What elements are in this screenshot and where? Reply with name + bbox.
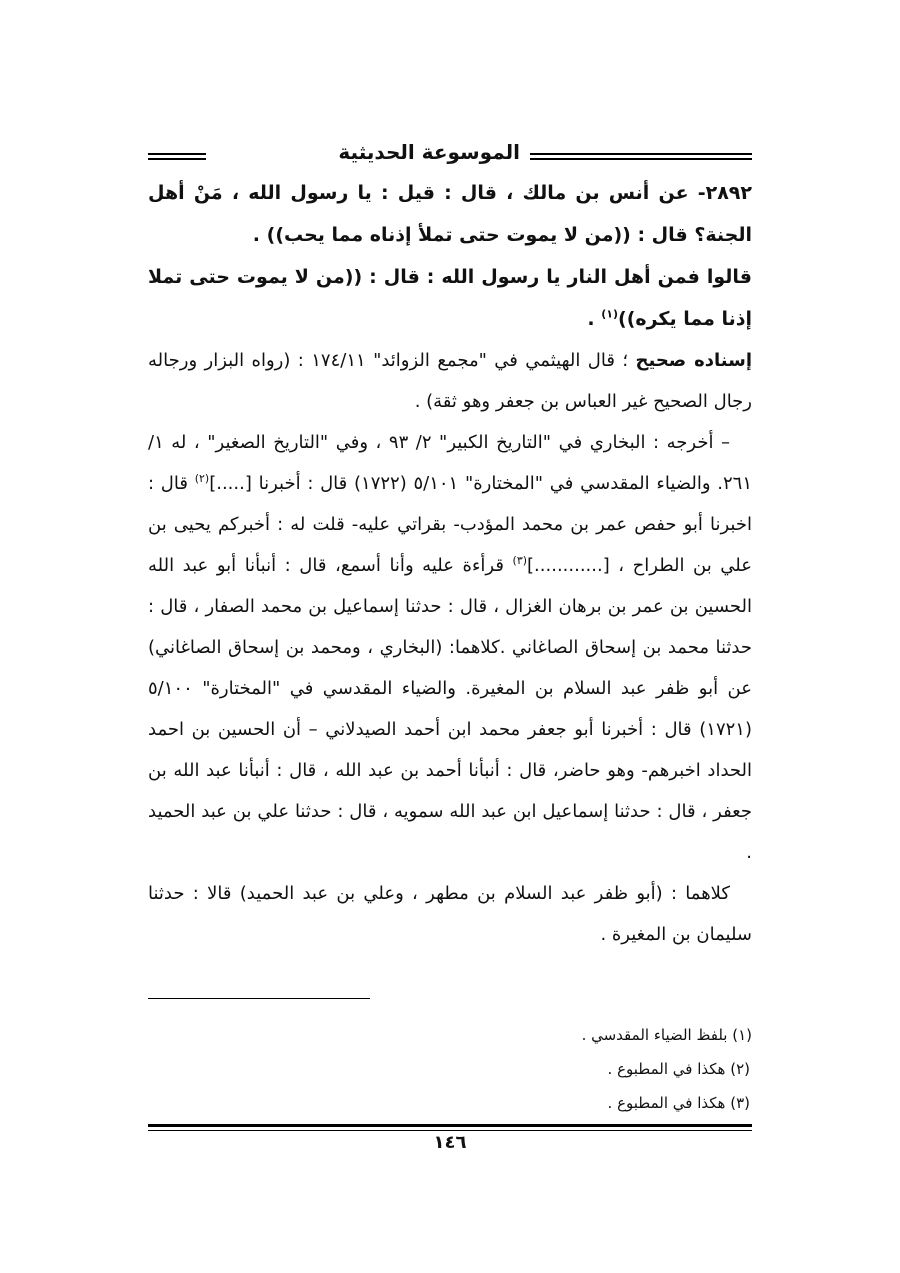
header-rule-left (148, 153, 206, 155)
footnote-2: (٢) هكذا في المطبوع . (607, 1060, 750, 1078)
footnote-ref-2: (٢) (194, 472, 210, 485)
conclusion-paragraph: كلاهما : (أبو ظفر عبد السلام بن مطهر ، وعلي بن عبد الحميد) قالا : حدثنا سليمان بن المغيرة . (148, 883, 752, 945)
footnote-1: (١) بلفظ الضياء المقدسي . (581, 1026, 752, 1044)
commentary (148, 340, 752, 955)
grading-text: ؛ قال الهيثمي في "مجمع الزوائد" ١٧٤/١١ : (رواه البزار ورجاله رجال الصحيح غير العباس بن جعفر وهو ثقة) . (148, 350, 752, 412)
footnote-3: (٣) هكذا في المطبوع . (607, 1094, 750, 1112)
grading-lead: إسناده صحيح (635, 350, 752, 371)
footer-rule-thick (148, 1124, 752, 1127)
grading-paragraph (148, 340, 752, 422)
takhrij-part-b: قال : اخبرنا أبو حفص عمر بن محمد المؤدب- بقراتي عليه- قلت له : أخبركم يحيى بن علي بن الطراح ، [............] (148, 473, 752, 576)
footnote-ref-3: (٣) (512, 554, 528, 567)
header-title: الموسوعة الحديثية (338, 140, 520, 164)
footer-rule-thin (148, 1130, 752, 1131)
hadith-text (148, 172, 752, 340)
footnote-separator (148, 998, 370, 999)
takhrij-part-a: – أخرجه : البخاري في "التاريخ الكبير" ٢/ ٩٣ ، وفي "التاريخ الصغير" ، له ١/ ٢٦١. والضياء المقدسي في "المختارة" ٥/١٠١ (١٧٢٢) قال : أخبرنا [.....] (148, 432, 753, 494)
takhrij-paragraph (148, 422, 752, 873)
header-rule-right (530, 153, 752, 155)
takhrij-part-c: قرأءة عليه وأنا أسمع، قال : أنبأنا أبو عبد الله الحسين بن عمر بن برهان الغزال ، قال : حدثنا إسماعيل بن محمد الصفار ، قال : حدثنا محمد بن إسحاق الصاغاني .كلاهما: (البخاري ، ومحمد بن إسحاق الصاغاني) عن أبو ظفر عبد السلام بن المغيرة. والضياء المقدسي في "المختارة" ٥/١٠٠ (١٧٢١) قال : أخبرنا أبو جعفر محمد ابن أحمد الصيدلاني – أن الحسين بن احمد الحداد اخبرهم- وهو حاضر، قال : أنبأنا أحمد بن عبد الله ، قال : أنبأنا عبد الله بن جعفر ، قال : حدثنا إسماعيل ابن عبد الله سمويه ، قال : حدثنا علي بن عبد الحميد . (148, 555, 752, 863)
hadith-tail: . (587, 308, 602, 330)
hadith-line-1: ٢٨٩٢- عن أنس بن مالك ، قال : قيل : يا رسول الله ، مَنْ أهل الجنة؟ قال : ((من لا يموت حتى تملأ إذناه مما يحب)) . (148, 182, 752, 246)
page-number: ١٤٦ (433, 1132, 467, 1153)
hadith-line-2 (148, 256, 752, 340)
book-page (148, 138, 752, 1168)
footer-rules (148, 1124, 752, 1131)
header-rule-left-2 (148, 158, 206, 160)
running-header (148, 138, 752, 174)
header-rule-right-2 (530, 158, 752, 160)
hadith-line-2-text: قالوا فمن أهل النار يا رسول الله : قال : ((من لا يموت حتى تملا إذنا مما يكره)) (148, 266, 752, 330)
footnotes (148, 1018, 752, 1120)
footnote-ref-1: (١) (601, 307, 619, 321)
